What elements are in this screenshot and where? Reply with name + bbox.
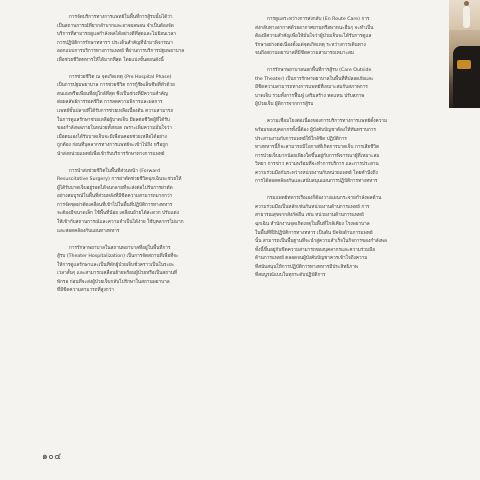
paragraph-coordination: ความเชื่อมโยงต่อเนื่องของการบริการทางการแพทย์ตั้งความ พร้อมของบุคลากรทั้งนี้ต้อง ผู้บังคับบัญชาต้องให้ทันทราบการ ประสานงานกับการแพทย์ให้ใกล้ชิด ปฏิบัติการ ทางทหารนี้ก็จะสามารถมีโอกาสที่เกิดการบาดเจ็บ การเสียชีวิต การป่วยเจ็บมากน้อยเพียงใดขึ้นอยู่กับการพิจารณาผู้ที่เหมาะสม วิทยา การข่าว ความพร้อมที่จะทำการบริการ และการประสาน ความร่วมมือกันระหว่างหน่วยงานกับหน่วยแพทย์ โดยคำนึงถึง การได้สอดคล้องกันและสนับสนุนแผนการปฏิบัติการทางทหาร — [255, 119, 388, 185]
paragraph-care-outside-theater: การรักษาพยาบาลนอกพื้นที่การสู้รบ (Care Outside the Theater) เป็นการรักษาพยาบาลในพื้นที่ที่ปลอดภัยและ มีขีดความสามารถทางการแพทย์ที่เหมาะสมกับสภาพการ บาดเจ็บ รวมทั้งการฟื้นฟู เสริมสร้าง ทดแทน ปรับสภาพ ผู้ป่วยเจ็บ ผู้พิการจากการสู้รบ — [255, 68, 374, 108]
paragraph-en-route-care: การดูแลระหว่างการส่งกลับ (En Route Care) การ ส่งกลับทางอากาศด้วยอากาศยานหรือพาหนะอื่นๆ จะทำเป็น ต้องมีความสำคัญเพื่อให้มั่นใจว่าผู้ป่วยเจ็บจะได้รับการดูแล รักษาอย่างต่อเนื่องตั้งแต่จุดเกิดเหตุ ระหว่างการเดินทาง จนถึงสถานพยาบาลที่มีขีดความสามารถเหมาะสม — [255, 17, 374, 57]
paragraph-pre-hospital: การช่วยชีวิต ณ จุดเกิดเหตุ (Pre Hospital Phase) เป็นการปฐมพยาบาล การช่วยชีวิต การกู้ชีพเล็บชีพที่ทำด้วย ตนเองหรือเพื่อนที่อยู่ใกล้ที่สุด ซึ่งเป็นช่วงที่มีความสำคัญ ต่อผลลัพธ์การรอดชีวิต การลดความพิการและผลการ เเพทย์ขั้นปลายที่ได้รับการช่วยเหลือเบื้องต้น ความสามารถ ในการดูแลรักษาช่วยเหลือผู้บาดเจ็บ มีผลต่อชีวิตผู้ที่ได้รับ ของกำลังพลภายในหน่วยทั้งหมด เพราะเพิ่มความมั่นใจว่า เมื่อตนเองได้รับบาดเจ็บจะมีเพื่อนคอยช่วยเหลือได้อย่าง ถูกต้อง ก่อนที่บุคลากรทางการแพทย์จะเข้าไปถึง หรือถูก นำส่งหน่วยแพทย์เพื่อเข้ารับบริการรักษาทางการแพทย์ — [57, 74, 175, 157]
photo-uniform-badge — [457, 60, 471, 69]
photo-person-uniform — [453, 46, 480, 108]
right-text-column — [255, 16, 440, 289]
paragraph-intro: การจัดบริการทางการแพทย์ในพื้นที่การสู้รบนั้นได้ว่า เป็นสถานการณ์ที่ยากลำบากและอาจผลพอน จำเป็นต้องจัด บริการที่สามารถดูแลกำลังพลได้อย่างดีที่สุดและไม่ย้อนเวลา การปฏิบัติการรักษาทหารฯ ประเด็นสำคัญที่นำมาพิจารณา ออกแบบการบริการทางการแพทย์ ที่ผ่านการบริการปฐมพยาบาล เพื่อช่วยชีวิตทหารให้ได้มากที่สุด โดยแบ่งขั้นตอนดังนี้ — [57, 15, 185, 63]
page-number: ๑๐๔ — [42, 452, 62, 462]
photo-person-standing — [463, 6, 470, 28]
photo-thumbnail — [449, 0, 480, 108]
paragraph-forward-surgery: การนำส่งช่วยชีวิตในพื้นที่ส่วนหน้า (Forward Resuscitative Surgery) การผ่าตัดช่วยชีวิตฉุกเฉินจะช่วยให้ ผู้ได้รับบาดเจ็บอยู่รอดได้จนกลายที่จะส่งต่อไปรับการผ่าตัด อย่างสมบูรณ์ในพื้นที่ส่วนหลังที่มีขีดความสามารถมากกว่า การจัดชุดผ่าตัดเคลื่อนที่เข้าไปในพื้นที่ปฏิบัติการทางทหาร จะต้องมีขนาดเล็ก ใช้พื้นที่น้อย เคลื่อนย้ายได้สะดวก ปรับแต่ง ให้เข้ากับสถานการณ์และความจำเป็นได้ง่าย ใช้บุคลากรไม่มาก และสอดคล้องกับแผนทางทหาร — [57, 168, 184, 234]
left-text-column — [57, 14, 247, 304]
paragraph-navy-medical: กรมแพทย์ทหารเรือเองก็ต้องวางแผนกระจายกำลังพลด้าน ความร่วมมือเป็นหลักเช่นกันหน่วยงานด้านการแพทย์ การ สาธารณสุขจากสังกัดอื่น เช่น หน่วยงานด้านการแพทย์ ฉุกเฉิน สำนักงานจุดเกิดเหตุในพื้นที่ใกล้เคียง โรงพยาบาล ในพื้นที่ที่มีปฏิบัติการทางทหาร เป็นต้น ปัจจัยด้านการแพทย์ นั้น สามารถเป็นพื้นฐานที่จะนำสู่ความสำเร็จในกิจการของกำลังพล ทั้งนี้ขึ้นอยู่กับขีดความสามารถของบุคลากรและความร่วมมือ ด้านการแพทย์ ตลอดจนผู้บังคับบัญชาควรเข้าใจถึงความ ที่สนับสนุนให้การปฏิบัติการทางทหารมีประสิทธิภาพ ที่สมบูรณ์แบบในทุกระดับปฏิบัติการ — [255, 196, 387, 279]
paragraph-theater-hospitalization: การรักษาพยาบาลในสถานพยาบาลที่อยู่ในพื้นที่การ สู้รบ (Theater Hospitalization) เป็นการจัดสถานที่เพื่อที่จะ ให้การดูแลรักษาและเป็นที่พักผู้ป่วยเจ็บชั่วคราวเป็นในระยะ เวลาสั้นๆ และสามารถเคลื่อนย้ายพร้อมผู้ป่วยหรือเป็นสถานที่ พักรอ ก่อนที่จะส่งผู้ป่วยเจ็บกลับไปรักษาในสถานพยาบาล ที่มีขีดความสามารถที่สูงกว่า — [57, 245, 179, 294]
